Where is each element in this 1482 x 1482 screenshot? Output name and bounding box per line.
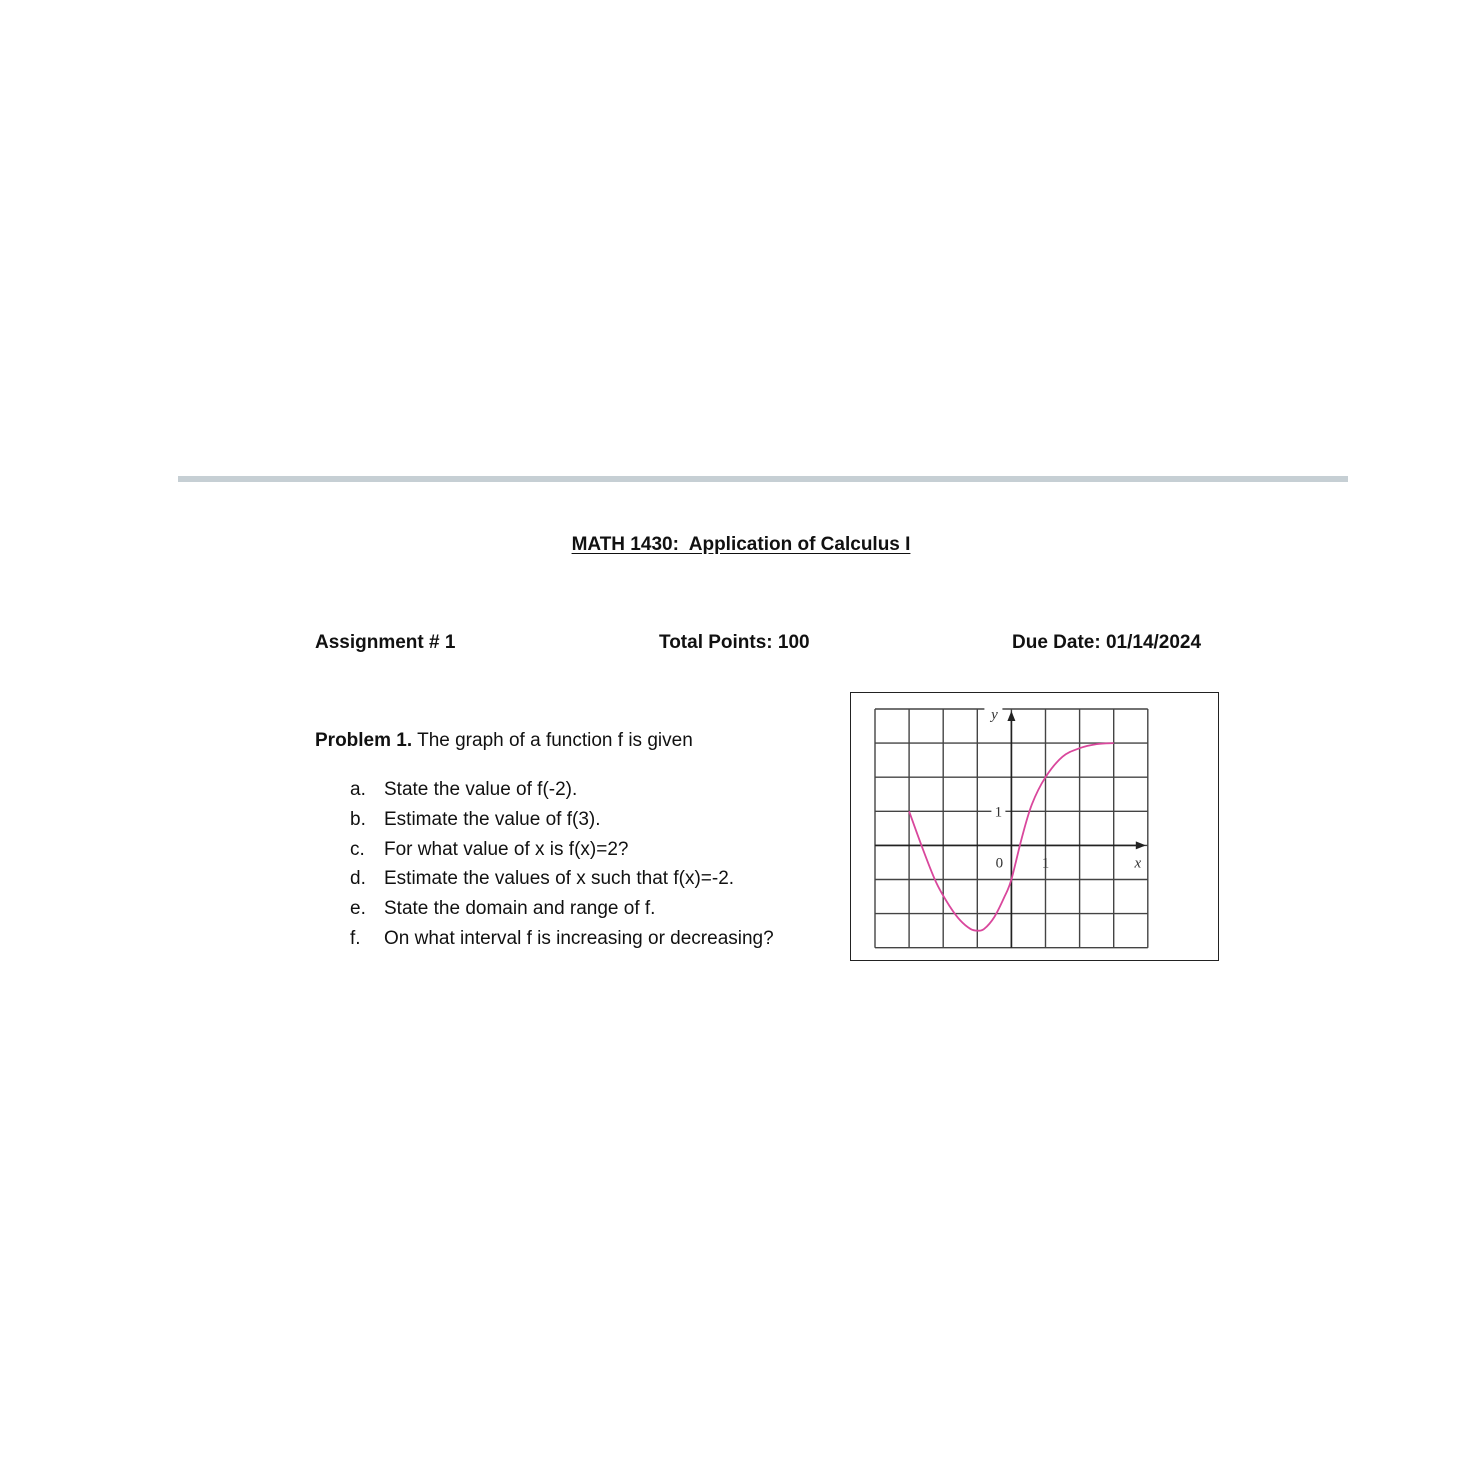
- question-letter: b.: [350, 808, 366, 830]
- x-tick-label-1: 1: [1041, 855, 1050, 872]
- due-date: Due Date: 01/14/2024: [1012, 632, 1202, 653]
- question-list: [350, 778, 774, 957]
- y-axis-arrow: [1007, 711, 1015, 721]
- question-item: [350, 778, 774, 808]
- question-item: [350, 927, 774, 957]
- question-text: For what value of x is f(x)=2?: [384, 838, 629, 860]
- problem-text: The graph of a function f is given: [412, 730, 693, 751]
- top-rule: [178, 476, 1348, 482]
- function-graph-frame: [850, 692, 1219, 961]
- x-tick-label-0: 0: [995, 855, 1004, 872]
- question-item: [350, 808, 774, 838]
- question-text: Estimate the values of x such that f(x)=-2.: [384, 868, 735, 890]
- x-axis-arrow: [1136, 841, 1146, 849]
- question-text: Estimate the value of f(3).: [384, 808, 601, 830]
- question-text: On what interval f is increasing or decreasing?: [384, 927, 774, 949]
- question-text: State the value of f(-2).: [384, 779, 578, 800]
- course-title: MATH 1430: Application of Calculus I: [571, 534, 911, 555]
- assignment-number: Assignment # 1: [315, 632, 456, 653]
- question-letter: e.: [350, 898, 366, 920]
- question-item: [350, 838, 774, 868]
- question-letter: c.: [350, 838, 365, 860]
- problem-label: Problem 1.: [315, 730, 413, 751]
- problem-statement: [315, 730, 693, 752]
- question-item: [350, 867, 774, 897]
- total-points: Total Points: 100: [659, 632, 810, 653]
- x-axis-label: x: [1134, 855, 1142, 872]
- question-letter: f.: [350, 927, 361, 949]
- y-axis-label: y: [991, 707, 998, 723]
- function-graph: [851, 693, 1220, 962]
- question-item: [350, 897, 774, 927]
- question-text: State the domain and range of f.: [384, 898, 656, 920]
- question-letter: a.: [350, 779, 366, 800]
- question-letter: d.: [350, 868, 366, 890]
- y-tick-label-1: 1: [994, 804, 1003, 821]
